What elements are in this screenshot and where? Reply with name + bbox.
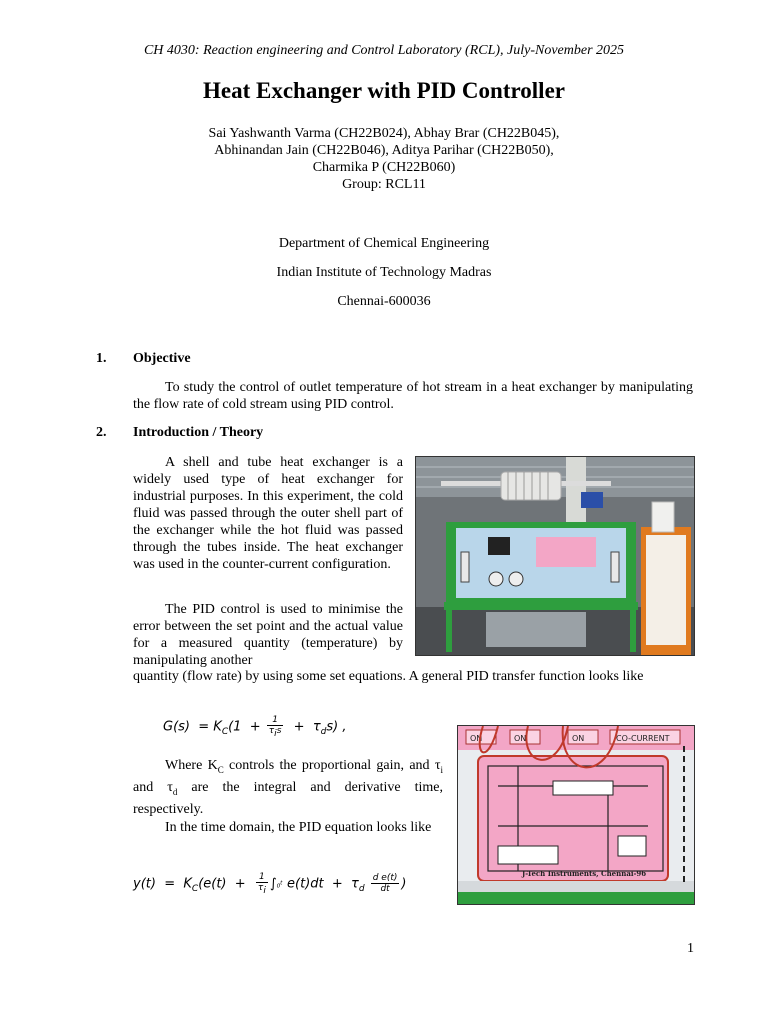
- control-panel-photo: [457, 725, 695, 905]
- maker-label: J-Tech Instruments, Chennai-96: [522, 869, 647, 878]
- time-domain-equation: $y(t) = K_C(e(t)$ + $\frac{1}{\tau_i}$ ∫₀ᵗ $e(t)dt + \tau_d$ $\frac{\text{d e(t)}}{dt}$ ): [133, 872, 407, 896]
- page-number: 1: [687, 941, 694, 956]
- section-number-1: 1.: [96, 351, 107, 366]
- on-label-2: ON: [514, 734, 527, 743]
- paper-title: Heat Exchanger with PID Controller: [202, 78, 565, 103]
- on-label-3: ON: [572, 734, 585, 743]
- control-panel-image: [458, 726, 694, 904]
- section-heading-objective: Objective: [133, 351, 191, 366]
- author-line-2: Abhinandan Jain (CH22B046), Aditya Parihar (CH22B050),: [214, 143, 554, 158]
- cocurrent-label: CO-CURRENT: [616, 734, 670, 743]
- course-header: CH 4030: Reaction engineering and Control Laboratory (RCL), July-November 2025: [143, 43, 625, 58]
- section-number-2: 2.: [96, 425, 107, 440]
- intro-paragraph-1: A shell and tube heat exchanger is a widely used type of heat exchanger for industrial purposes. In this experiment, the cold fluid was passed through the outer shell part of the exchanger while the hot fluid was passed through the tubes inside. The heat exchanger was used in the counter-current configuration.: [133, 455, 403, 572]
- city: Chennai-600036: [337, 294, 431, 309]
- group-label: Group: RCL11: [342, 177, 426, 192]
- author-line-3: Charmika P (CH22B060): [312, 160, 456, 175]
- heat-exchanger-photo: [415, 456, 695, 656]
- objective-paragraph: To study the control of outlet temperature of hot stream in a heat exchanger by manipulating the flow rate of cold stream using PID control.: [133, 380, 693, 412]
- authors-block: [0, 125, 768, 193]
- author-line-1: Sai Yashwanth Varma (CH22B024), Abhay Brar (CH22B045),: [208, 126, 560, 141]
- transfer-function-equation: $G(s) = K_C(1$ + $\frac{1}{\tau_is}$ + $\tau_ds$) ,: [163, 715, 347, 739]
- time-domain-paragraph: In the time domain, the PID equation looks like: [165, 820, 432, 835]
- department: Department of Chemical Engineering: [278, 236, 490, 251]
- gain-explanation: Where $K_C$ controls the proportional gain, and $\tau_i$ and $\tau_d$ are the integral and derivative time, respectively.: [133, 758, 443, 817]
- intro-paragraph-2b: quantity (flow rate) by using some set equations. A general PID transfer function looks like: [133, 669, 644, 684]
- on-label-1: ON: [470, 734, 483, 743]
- section-heading-intro: Introduction / Theory: [133, 425, 264, 440]
- heat-exchanger-image: [416, 457, 694, 655]
- institute: Indian Institute of Technology Madras: [276, 265, 492, 280]
- intro-paragraph-2a: The PID control is used to minimise the error between the set point and the actual value for a measured quantity (temperature) by manipulating another: [133, 602, 403, 668]
